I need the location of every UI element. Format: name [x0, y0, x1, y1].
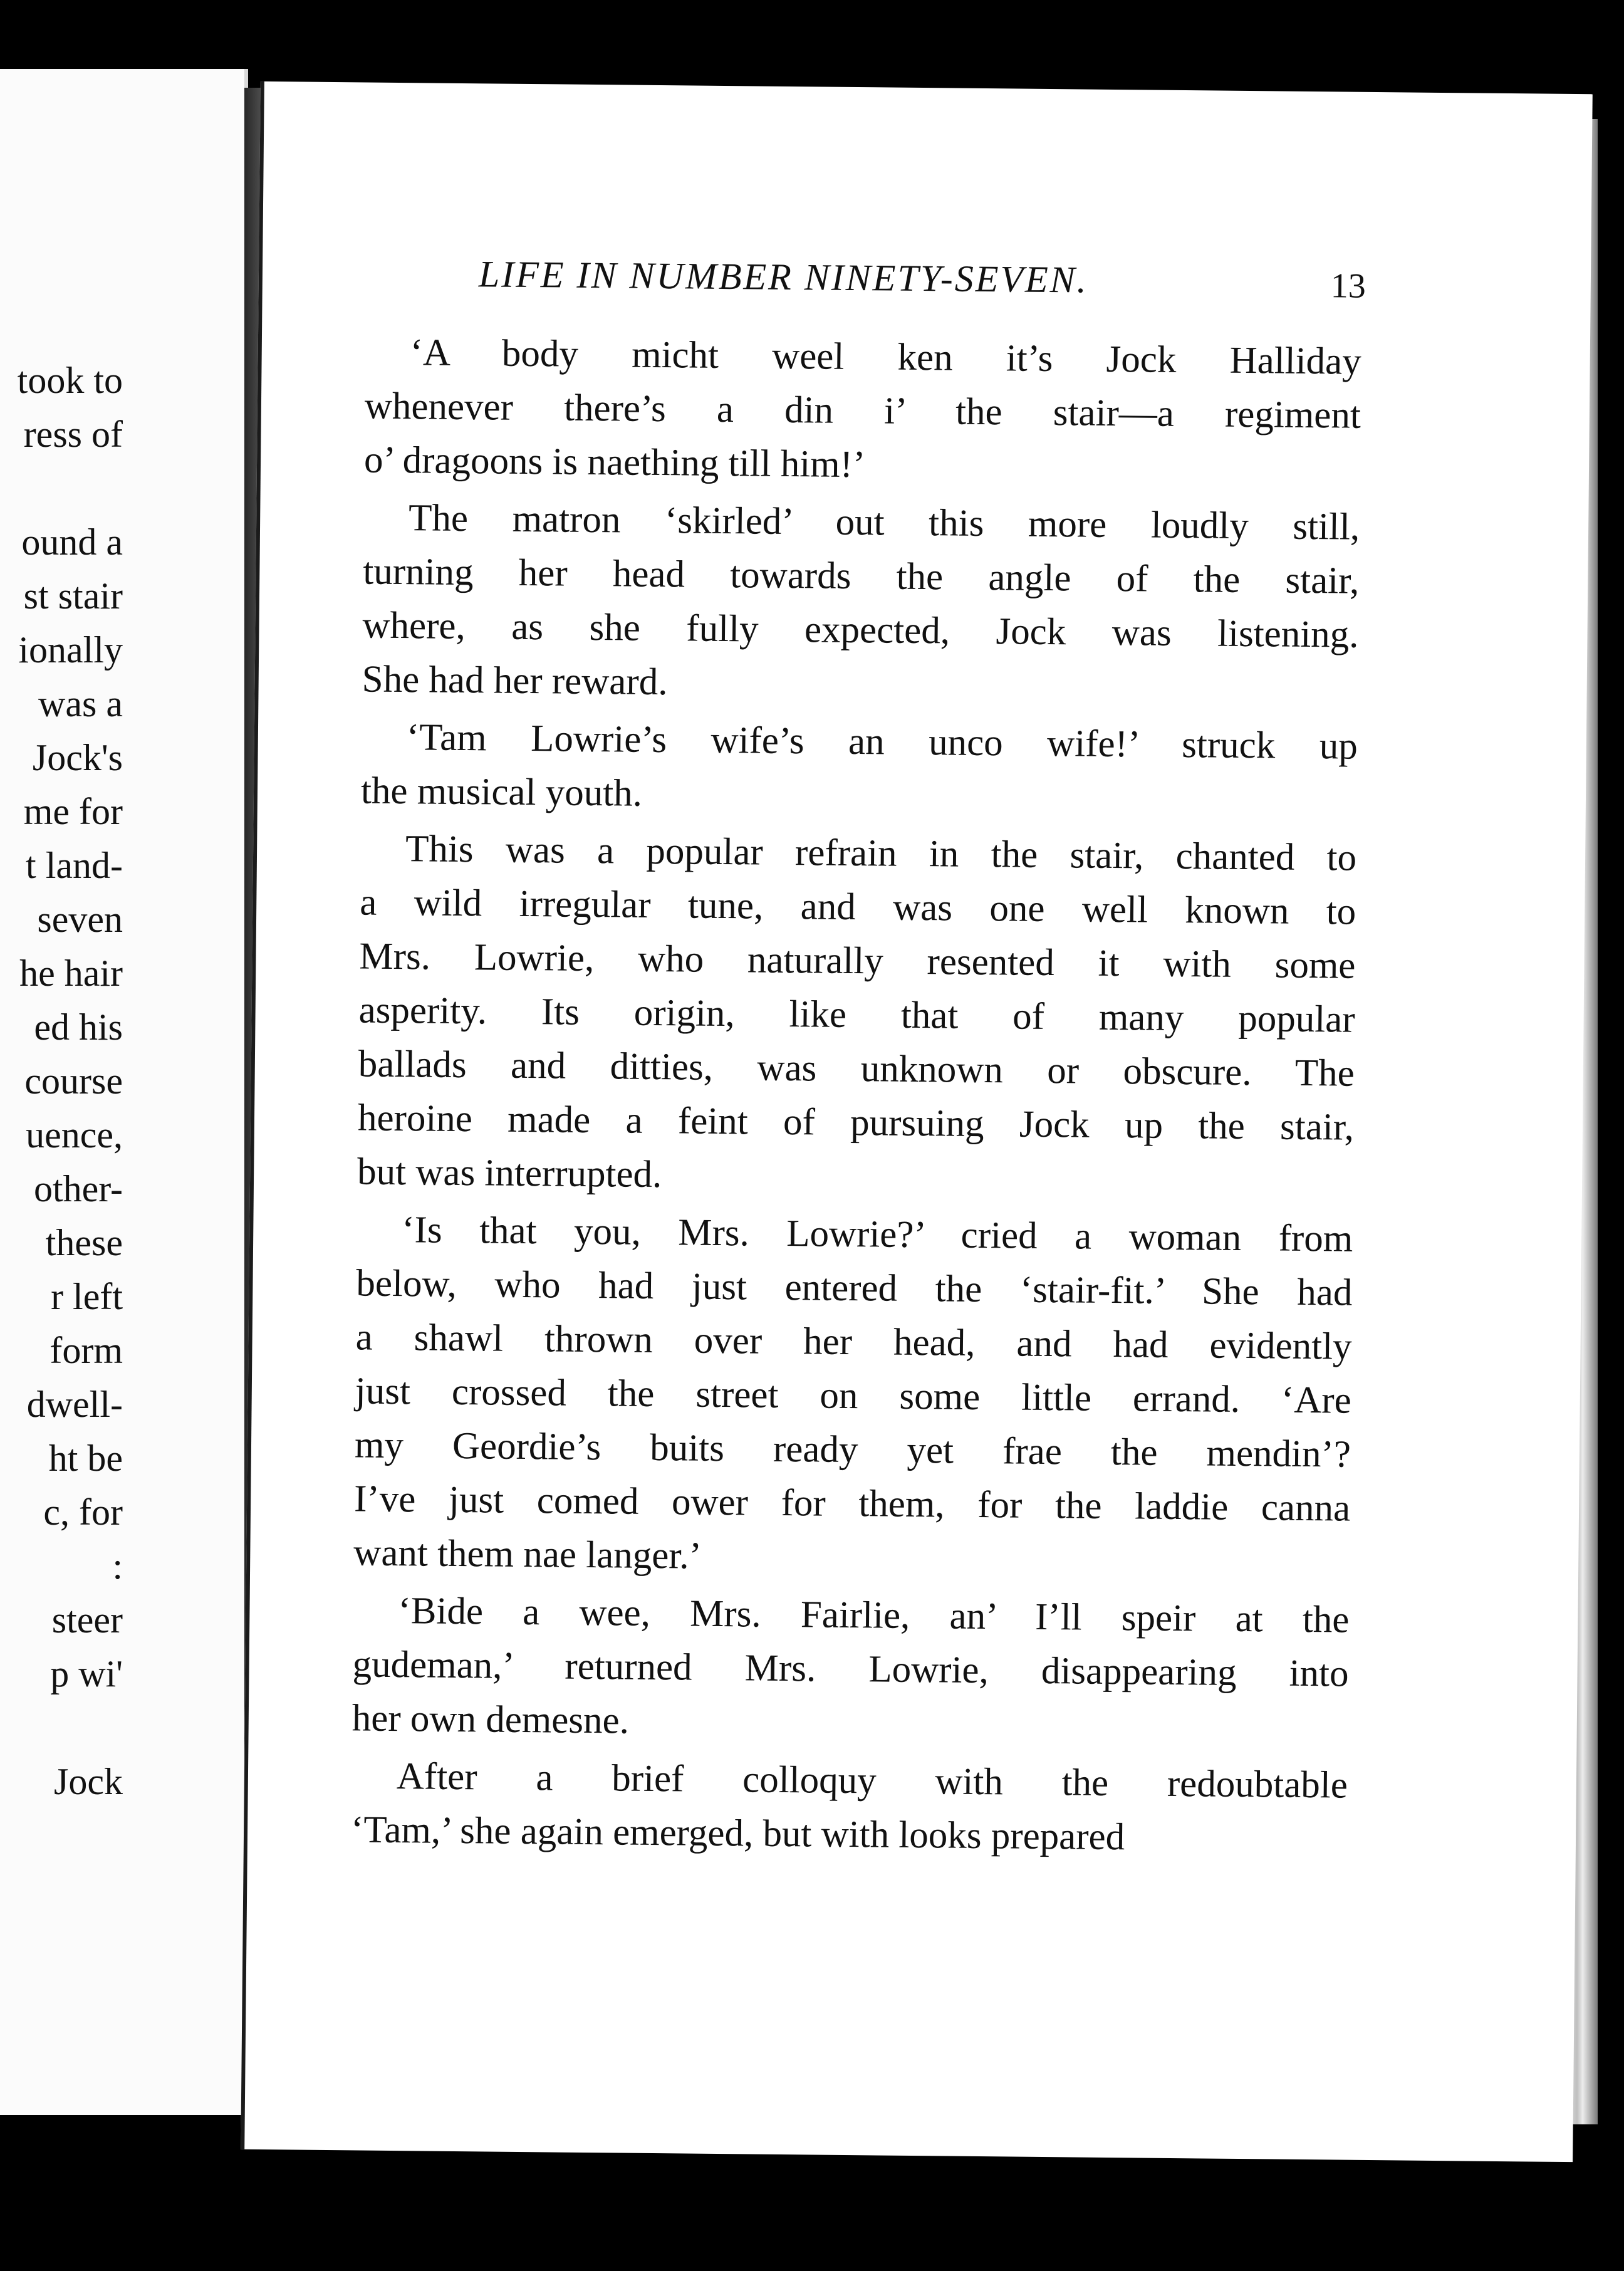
left-line: ionally — [18, 629, 123, 671]
text-line: where, as she fully expected, Jock was listening. — [362, 604, 1359, 656]
text-line: After a brief colloquy with the redoubtable — [396, 1755, 1348, 1807]
left-line — [0, 1701, 123, 1755]
text-line: This was a popular refrain in the stair, chanted to — [405, 828, 1357, 879]
body-text — [351, 325, 1361, 1866]
text-line: o’ dragoons is naething till him!’ — [363, 439, 866, 486]
text-line: turning her head towards the angle of the stair, — [363, 550, 1360, 602]
left-line: course — [24, 1060, 123, 1102]
left-line: r left — [51, 1276, 123, 1317]
text-line: a shawl thrown over her head, and had evidently — [355, 1316, 1352, 1368]
left-line: ht be — [48, 1438, 123, 1479]
text-line: my Geordie’s buits ready yet frae the mendin’? — [354, 1424, 1351, 1476]
left-line: other- — [33, 1168, 123, 1209]
text-line: The matron ‘skirled’ out this more loudly still, — [408, 497, 1360, 548]
left-line: was a — [38, 683, 123, 724]
page-header — [365, 252, 1366, 335]
left-line: dwell- — [26, 1384, 123, 1425]
left-line: me for — [23, 791, 123, 832]
right-page — [241, 81, 1593, 2162]
text-line: gudeman,’ returned Mrs. Lowrie, disappearing into — [352, 1643, 1349, 1695]
paragraph — [351, 1749, 1348, 1866]
text-line: heroine made a feint of pursuing Jock up the stair, — [357, 1097, 1355, 1149]
paragraph — [364, 325, 1361, 496]
left-line: st stair — [23, 575, 123, 617]
page-number: 13 — [1330, 266, 1366, 306]
left-page — [0, 69, 248, 2115]
text-line: but was interrupted. — [357, 1151, 662, 1196]
paragraph — [357, 822, 1357, 1208]
text-line: ‘Tam Lowrie’s wife’s an unco wife!’ struck up — [406, 716, 1358, 768]
left-line: : — [112, 1545, 123, 1587]
text-line: Mrs. Lowrie, who naturally resented it with some — [359, 935, 1356, 987]
left-line: seven — [37, 899, 123, 940]
left-line: form — [49, 1330, 123, 1371]
paragraph — [362, 491, 1360, 716]
left-line: ed his — [34, 1006, 123, 1048]
text-line: ‘Is that you, Mrs. Lowrie?’ cried a woman from — [401, 1209, 1353, 1260]
left-line: ress of — [23, 414, 123, 455]
text-line: below, who had just entered the ‘stair-fit.’ She had — [356, 1262, 1353, 1314]
page-content — [350, 252, 1366, 1867]
text-line: I’ve just comed ower for them, for the laddie canna — [353, 1478, 1351, 1530]
left-line: these — [45, 1222, 123, 1263]
text-line: just crossed the street on some little errand. ‘Are — [355, 1370, 1352, 1422]
paragraph — [361, 710, 1358, 827]
text-line: a wild irregular tune, and was one well known to — [359, 881, 1356, 933]
left-line: Jock's — [32, 737, 123, 778]
left-line: took to — [17, 360, 123, 401]
left-line: c, for — [43, 1491, 123, 1533]
text-line: want them nae langer.’ — [353, 1532, 702, 1577]
left-line: Jock — [54, 1761, 123, 1802]
text-line: ballads and ditties, was unknown or obscure. The — [358, 1043, 1355, 1095]
text-line: ‘A body micht weel ken it’s Jock Halliday — [410, 332, 1361, 383]
running-head: LIFE IN NUMBER NINETY-SEVEN. — [478, 253, 1089, 301]
left-page-text — [0, 353, 123, 1809]
paragraph — [351, 1584, 1349, 1755]
left-line: ound a — [21, 521, 123, 563]
left-line — [0, 461, 123, 515]
left-line: t land- — [26, 845, 123, 886]
left-line: steer — [51, 1599, 123, 1641]
text-line: ‘Bide a wee, Mrs. Fairlie, an’ I’ll speir at the — [398, 1590, 1350, 1641]
left-line: p wi' — [50, 1653, 123, 1694]
paragraph — [353, 1203, 1353, 1589]
text-line: whenever there’s a din i’ the stair—a regiment — [364, 385, 1361, 437]
text-line: her own demesne. — [351, 1697, 630, 1742]
text-line: She had her reward. — [362, 658, 668, 704]
text-line: ‘Tam,’ she again emerged, but with looks prepared — [350, 1809, 1125, 1859]
left-line: he hair — [19, 953, 123, 994]
text-line: asperity. Its origin, like that of many popular — [358, 989, 1355, 1041]
text-line: the musical youth. — [360, 770, 643, 815]
left-line: uence, — [26, 1114, 123, 1156]
